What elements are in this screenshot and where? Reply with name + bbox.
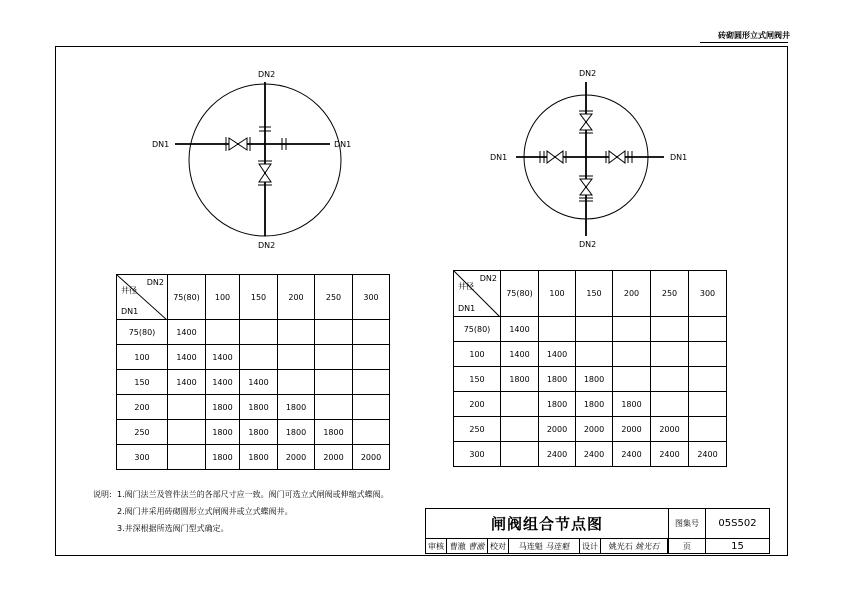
row-header: 150 — [454, 367, 501, 392]
table-cell — [315, 395, 353, 420]
table-cell: 1400 — [206, 370, 240, 395]
table-cell: 2000 — [353, 445, 390, 470]
table-cell — [353, 370, 390, 395]
corner-dn1-label: DN1 — [458, 304, 476, 313]
row-header: 250 — [454, 417, 501, 442]
notes-block — [93, 486, 389, 537]
note-item: 1.阀门法兰及管件法兰的各部尺寸应一致。阀门可选立式闸阀或伸缩式蝶阀。 — [117, 490, 389, 499]
drawing-title: 闸阀组合节点图 — [426, 509, 669, 539]
table-cell — [651, 367, 689, 392]
left-dn1-right-label: DN1 — [334, 140, 352, 149]
column-header: 200 — [613, 271, 651, 317]
table-cell — [689, 417, 727, 442]
table-cell — [240, 345, 278, 370]
row-header: 200 — [454, 392, 501, 417]
checker-name: 马连魁 马连魁 — [509, 539, 580, 554]
table-row — [454, 342, 727, 367]
table-cell: 1800 — [315, 420, 353, 445]
review-label: 审核 — [426, 539, 447, 554]
table-cell: 1800 — [539, 392, 576, 417]
left-well-diameter-table — [116, 274, 390, 470]
left-dn2-bottom-label: DN2 — [258, 241, 276, 250]
table-cell: 1800 — [240, 420, 278, 445]
table-cell: 2400 — [539, 442, 576, 467]
table-cell — [689, 342, 727, 367]
table-cell — [576, 342, 613, 367]
right-dn2-top-label: DN2 — [579, 69, 597, 78]
table-cell — [689, 317, 727, 342]
atlas-number: 05S502 — [706, 509, 770, 539]
row-header: 75(80) — [117, 320, 168, 345]
corner-diameter-label: 井径 — [121, 286, 137, 295]
table-row — [117, 445, 390, 470]
table-cell: 1400 — [168, 370, 206, 395]
corner-dn1-label: DN1 — [121, 307, 139, 316]
table-cell — [576, 317, 613, 342]
note-item: 3.井深根据所选阀门型式确定。 — [117, 524, 229, 533]
header-rule — [700, 42, 788, 43]
atlas-label: 图集号 — [669, 509, 706, 539]
table-cell — [501, 417, 539, 442]
table-cell: 2000 — [539, 417, 576, 442]
table-cell: 2400 — [613, 442, 651, 467]
table-cell: 1800 — [501, 367, 539, 392]
notes-label: 说明: — [93, 490, 112, 499]
table-cell — [168, 395, 206, 420]
row-header: 250 — [117, 420, 168, 445]
corner-dn2-label: DN2 — [479, 274, 497, 283]
left-dn1-left-label: DN1 — [152, 140, 170, 149]
table-cell: 1800 — [539, 367, 576, 392]
column-header: 100 — [539, 271, 576, 317]
table-cell: 2000 — [651, 417, 689, 442]
column-header: 150 — [576, 271, 613, 317]
right-dn2-bottom-label: DN2 — [579, 240, 597, 249]
table-cell: 1400 — [168, 345, 206, 370]
check-label: 校对 — [488, 539, 509, 554]
row-header: 300 — [454, 442, 501, 467]
corner-dn2-label: DN2 — [146, 278, 164, 287]
right-dn1-right-label: DN1 — [670, 153, 688, 162]
table-cell: 1800 — [206, 420, 240, 445]
table-cell — [240, 320, 278, 345]
table-cell — [168, 420, 206, 445]
table-corner-cell — [117, 275, 168, 320]
table-cell — [613, 342, 651, 367]
table-cell — [613, 317, 651, 342]
table-cell: 2000 — [613, 417, 651, 442]
table-cell — [168, 445, 206, 470]
table-cell: 2400 — [689, 442, 727, 467]
table-cell: 1800 — [613, 392, 651, 417]
table-row — [117, 370, 390, 395]
design-label: 设计 — [580, 539, 601, 554]
table-row — [117, 420, 390, 445]
table-cell — [501, 442, 539, 467]
row-header: 200 — [117, 395, 168, 420]
table-cell: 1800 — [206, 445, 240, 470]
table-cell — [689, 392, 727, 417]
table-cell — [278, 345, 315, 370]
column-header: 75(80) — [168, 275, 206, 320]
table-cell — [651, 317, 689, 342]
table-cell: 1400 — [501, 317, 539, 342]
column-header: 200 — [278, 275, 315, 320]
table-cell: 1800 — [240, 445, 278, 470]
table-row — [454, 317, 727, 342]
table-row — [454, 442, 727, 467]
table-cell: 1400 — [539, 342, 576, 367]
table-cell — [315, 345, 353, 370]
column-header: 250 — [651, 271, 689, 317]
right-dn1-left-label: DN1 — [490, 153, 508, 162]
column-header: 250 — [315, 275, 353, 320]
note-item: 2.阀门井采用砖砌圆形立式闸阀井或立式蝶阀井。 — [117, 507, 293, 516]
reviewer-name: 曹澈 曹澈 — [447, 539, 488, 554]
table-row — [454, 367, 727, 392]
table-cell: 2400 — [651, 442, 689, 467]
table-cell: 1400 — [240, 370, 278, 395]
table-cell: 2000 — [278, 445, 315, 470]
table-cell: 1800 — [278, 395, 315, 420]
table-cell — [278, 370, 315, 395]
column-header: 300 — [689, 271, 727, 317]
column-header: 75(80) — [501, 271, 539, 317]
table-cell: 2400 — [576, 442, 613, 467]
table-cell: 1800 — [576, 392, 613, 417]
table-cell — [501, 392, 539, 417]
table-cell: 1400 — [206, 345, 240, 370]
table-cell — [353, 345, 390, 370]
column-header: 150 — [240, 275, 278, 320]
table-cell: 1800 — [240, 395, 278, 420]
table-row — [117, 345, 390, 370]
table-cell — [278, 320, 315, 345]
left-dn2-top-label: DN2 — [258, 70, 276, 79]
table-cell — [651, 342, 689, 367]
right-well-diameter-table — [453, 270, 727, 467]
page-label: 页 — [669, 539, 706, 554]
title-block — [425, 508, 770, 554]
table-cell: 2000 — [315, 445, 353, 470]
table-row — [454, 392, 727, 417]
table-corner-cell — [454, 271, 501, 317]
table-row — [454, 417, 727, 442]
table-cell — [689, 367, 727, 392]
table-cell: 1800 — [576, 367, 613, 392]
table-cell — [353, 320, 390, 345]
row-header: 300 — [117, 445, 168, 470]
designer-name: 姚光石 姚光石 — [601, 539, 668, 554]
drawing-series-title: 砖砌圆形立式闸阀井 — [718, 31, 790, 40]
row-header: 75(80) — [454, 317, 501, 342]
table-cell: 1800 — [278, 420, 315, 445]
row-header: 100 — [454, 342, 501, 367]
table-cell: 2000 — [576, 417, 613, 442]
table-row — [117, 395, 390, 420]
table-cell: 1800 — [206, 395, 240, 420]
column-header: 300 — [353, 275, 390, 320]
table-cell — [315, 320, 353, 345]
table-cell — [651, 392, 689, 417]
table-cell — [539, 317, 576, 342]
row-header: 100 — [117, 345, 168, 370]
page-number: 15 — [706, 539, 770, 554]
table-cell: 1400 — [501, 342, 539, 367]
column-header: 100 — [206, 275, 240, 320]
corner-diameter-label: 井径 — [458, 282, 474, 291]
table-cell — [353, 420, 390, 445]
table-cell — [613, 367, 651, 392]
table-cell — [353, 395, 390, 420]
table-cell: 1400 — [168, 320, 206, 345]
table-row — [117, 320, 390, 345]
table-cell — [315, 370, 353, 395]
table-cell — [206, 320, 240, 345]
row-header: 150 — [117, 370, 168, 395]
